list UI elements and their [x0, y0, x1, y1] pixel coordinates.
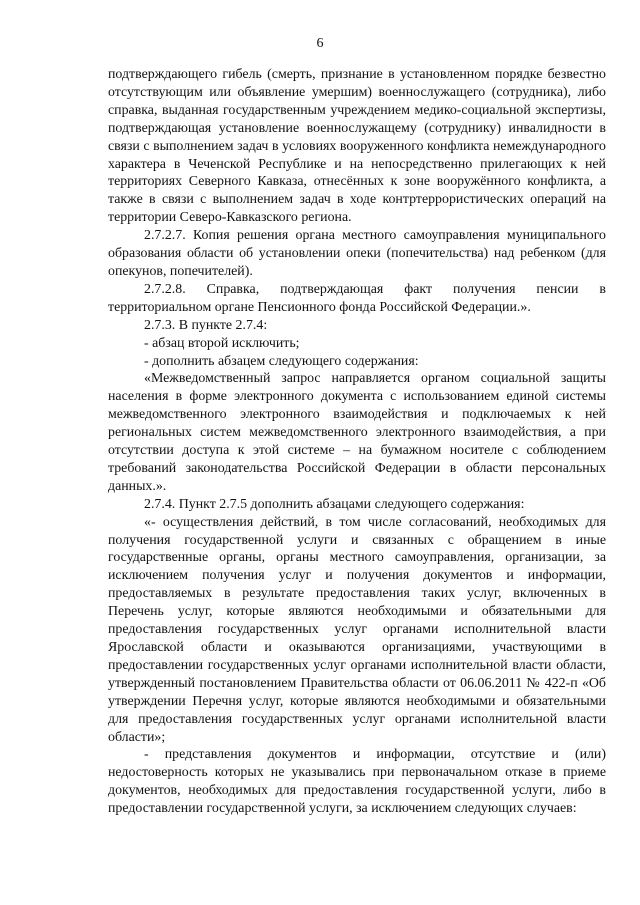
paragraph-2-7-4: 2.7.4. Пункт 2.7.5 дополнить абзацами следующего содержания:	[144, 496, 525, 512]
paragraph-add-item: - дополнить абзацем следующего содержания:	[144, 353, 419, 369]
paragraph-exclude-item: - абзац второй исключить;	[144, 335, 300, 351]
paragraph-continuation: подтверждающего гибель (смерть, признание в установленном порядке безвестно отсутствующим или объявление умершим) военнослужащего (сотрудника), либо справка, выданная государственным учреждением медико-социальной экспертизы, подтверждающая установление военнослужащему (сотруднику) инвалидности в связи с выполнением задач в условиях вооруженного конфликта немеждународного характера в Чеченской Республике и на непосредственно прилегающих к ней территориях Северного Кавказа, отнесённых к зоне вооружённого конфликта, а также в связи с выполнением задач в ходе контртеррористических операций на территории Северо-Кавказского региона.	[108, 67, 606, 226]
paragraph-2-7-2-8: 2.7.2.8. Справка, подтверждающая факт получения пенсии в территориальном органе Пенсионного фонда Российской Федерации.».	[108, 281, 606, 315]
paragraph-actions-item: «- осуществления действий, в том числе согласований, необходимых для получения государственной услуги и связанных с обращением в иные государственные органы, органы местного самоуправления, организации, за исключением получения услуг и получения документов и информации, предоставляемых в результате предоставления таких услуг, включенных в Перечень услуг, которые являются необходимыми и обязательными для предоставления государственных услуг органами исполнительной власти Ярославской области и оказываются организациями, участвующими в предоставлении государственных услуг органами исполнительной власти области, утвержденный постановлением Правительства области от 06.06.2011 № 422-п «Об утверждении Перечня услуг, которые являются необходимыми и обязательными для предоставления государственных услуг органами исполнительной власти области»;	[108, 514, 606, 745]
paragraph-interagency-request: «Межведомственный запрос направляется органом социальной защиты населения в форме электронного документа с использованием единой системы межведомственного электронного взаимодействия и подключаемых к ней региональных систем межведомственного электронного взаимодействия, а при отсутствии доступа к этой системе – на бумажном носителе с соблюдением требований законодательства Российской Федерации в области персональных данных.».	[108, 371, 606, 494]
page-number: 6	[316, 36, 324, 51]
paragraph-documents-item: - представления документов и информации, отсутствие и (или) недостоверность которых не указывались при первоначальном отказе в приеме документов, необходимых для предоставления государственной услуги, либо в предоставлении государственной услуги, за исключением следующих случаев:	[108, 747, 606, 817]
document-body	[108, 66, 606, 818]
paragraph-2-7-2-7: 2.7.2.7. Копия решения органа местного самоуправления муниципального образования области об установлении опеки (попечительства) над ребенком (для опекунов, попечителей).	[108, 228, 606, 279]
paragraph-2-7-3: 2.7.3. В пункте 2.7.4:	[144, 317, 268, 333]
